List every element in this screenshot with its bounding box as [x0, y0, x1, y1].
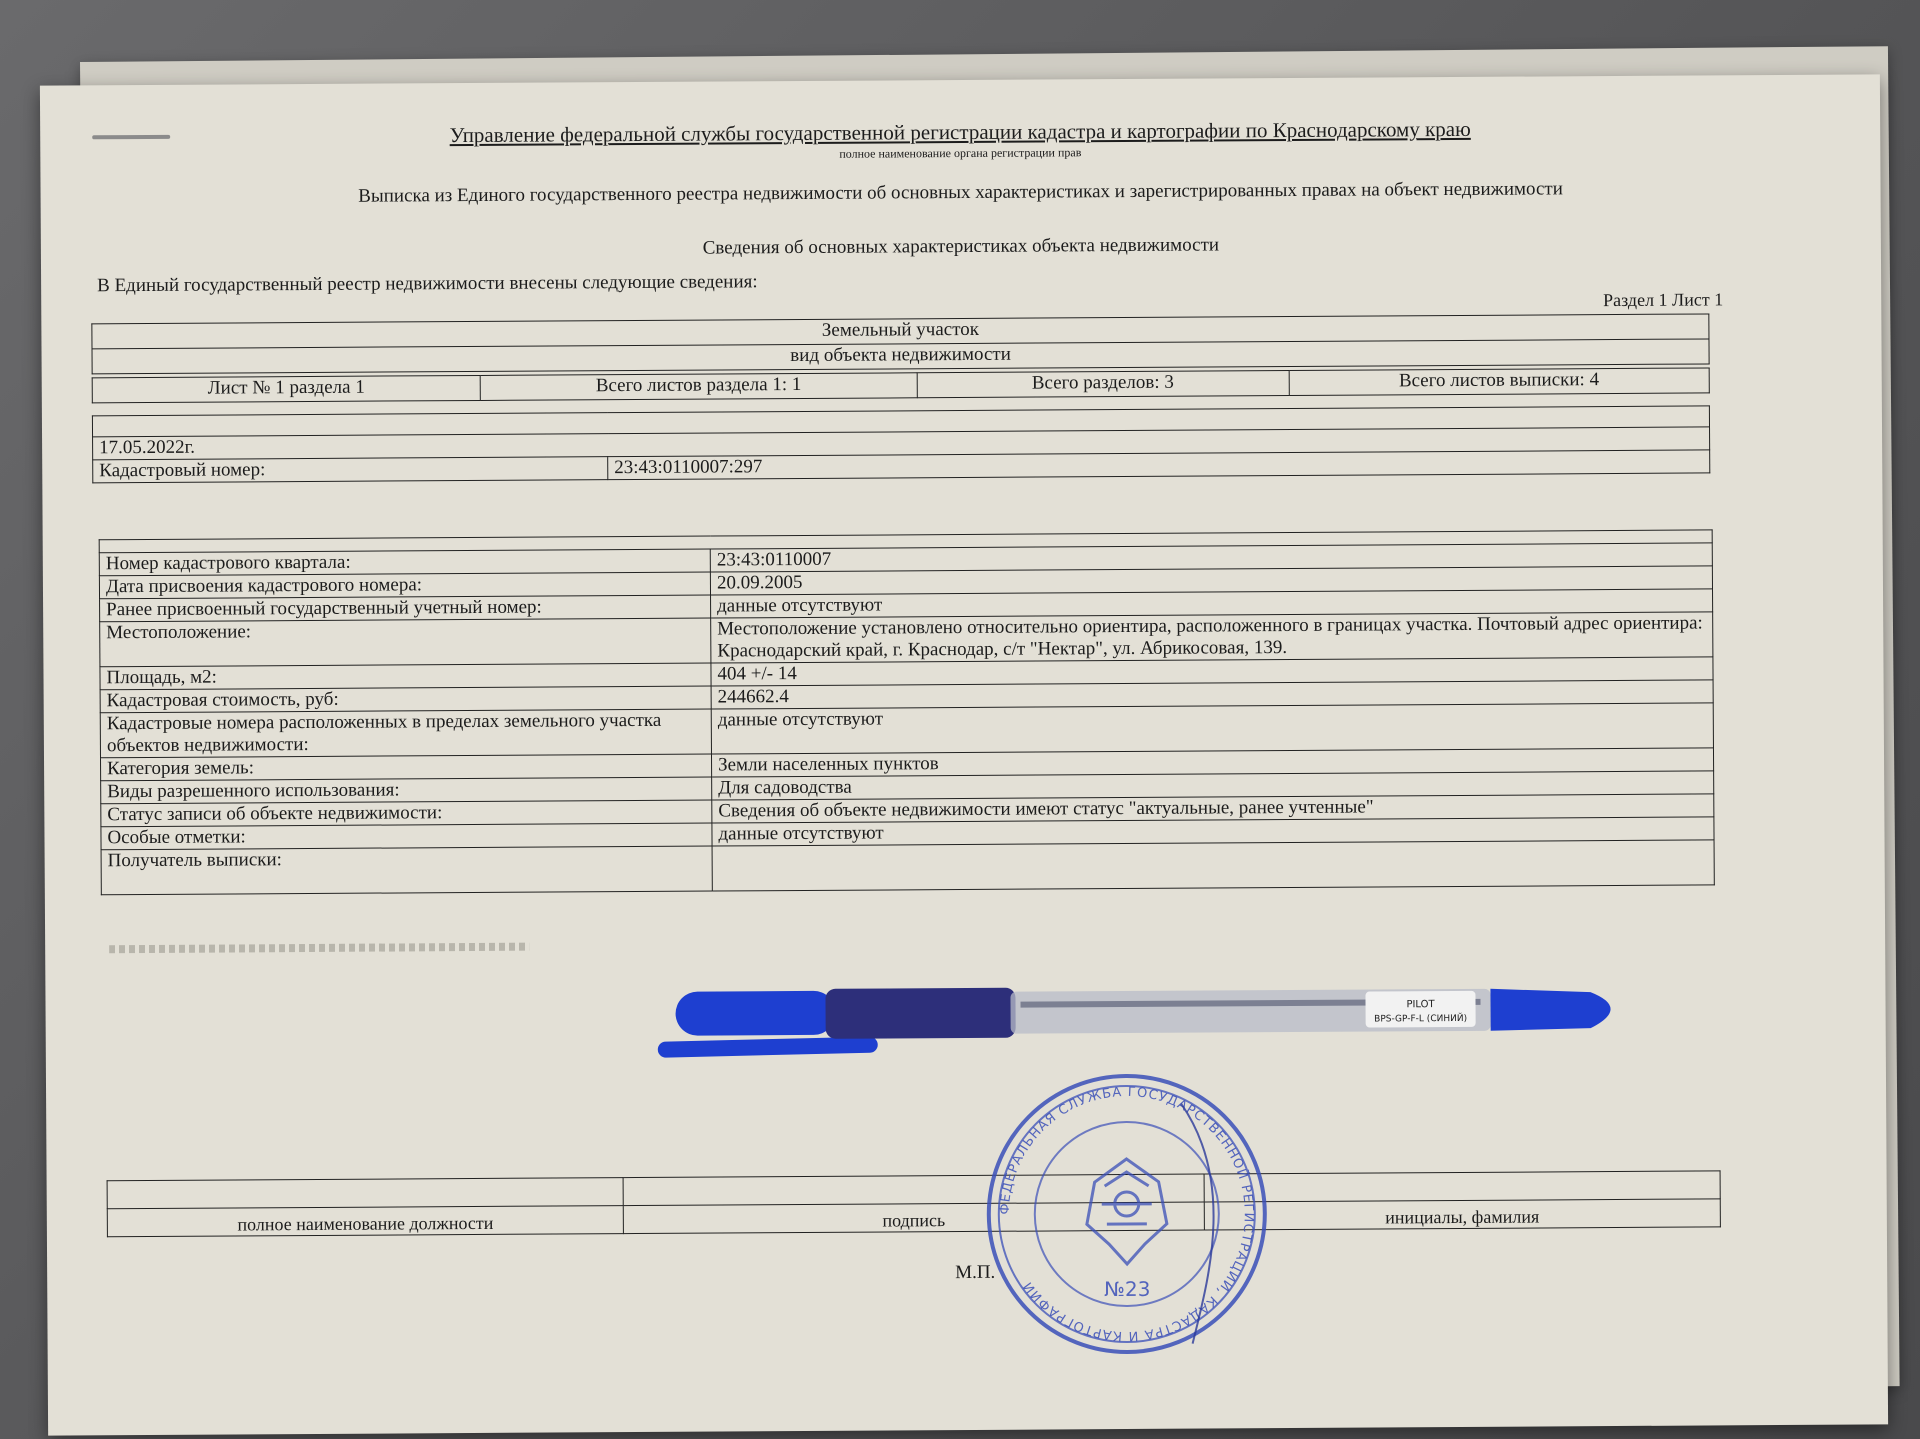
registration-office-caption: полное наименование органа регистрации прав	[839, 145, 1082, 161]
row-label: Дата присвоения кадастрового номера:	[99, 572, 710, 599]
row-value: данные отсутствуют	[711, 703, 1713, 754]
section-sheet-info: Раздел 1 Лист 1	[1603, 289, 1724, 311]
row-label: Кадастровые номера расположенных в пределах земельного участка объектов недвижимости:	[100, 709, 711, 758]
stamp-number: №23	[1104, 1276, 1151, 1302]
object-type-table	[91, 313, 1709, 374]
row-value: Сведения об объекте недвижимости имеют статус "актуальные, ранее учтенные"	[712, 794, 1714, 823]
row-label: Виды разрешенного использования:	[101, 777, 712, 804]
total-sections: Всего разделов: 3	[917, 371, 1289, 398]
stamp-ring-text: ФЕДЕРАЛЬНАЯ СЛУЖБА ГОСУДАРСТВЕННОЙ РЕГИСТРАЦИИ, КАДАСТРА И КАРТОГРАФИИ	[997, 1084, 1256, 1344]
row-label: Ранее присвоенный государственный учетный номер:	[100, 595, 711, 622]
row-value: 23:43:0110007	[710, 543, 1712, 572]
row-value: Для садоводства	[712, 771, 1714, 800]
row-value	[712, 840, 1714, 891]
row-label: Площадь, м2:	[100, 663, 711, 690]
name-caption: инициалы, фамилия	[1204, 1199, 1720, 1230]
cadastral-number-label: Кадастровый номер:	[93, 457, 608, 483]
row-label: Кадастровая стоимость, руб:	[100, 686, 711, 713]
intro-text: В Единый государственный реестр недвижимости внесены следующие сведения:	[97, 271, 758, 297]
object-type-caption: вид объекта недвижимости	[92, 339, 1709, 374]
pen-brand: PILOT	[1406, 999, 1435, 1011]
document-title: Выписка из Единого государственного реестра недвижимости об основных характеристиках и зарегистрированных правах на объект недвижимости	[358, 178, 1563, 207]
row-value: 244662.4	[711, 680, 1713, 709]
position-caption: полное наименование должности	[107, 1206, 623, 1237]
section-title: Сведения об основных характеристиках объекта недвижимости	[702, 234, 1220, 259]
row-value: данные отсутствуют	[712, 817, 1714, 846]
row-label: Категория земель:	[101, 754, 712, 781]
ballpoint-pen	[655, 958, 1646, 1084]
row-value: Местоположение установлено относительно ориентира, расположенного в границах участка. Почтовый адрес ориентира: Краснодарский край, г. Краснодар, с/т "Нектар", ул. Абрикосовая, 139.	[711, 612, 1713, 663]
registration-office: Управление федеральной службы государственной регистрации кадастра и картографии по Краснодарскому краю	[449, 116, 1471, 148]
total-section-sheets: Всего листов раздела 1: 1	[480, 373, 917, 401]
row-label: Получатель выписки:	[101, 846, 712, 895]
pen-label: BPS-GP-F-L (СИНИЙ)	[1374, 1013, 1468, 1025]
cadastral-number-value: 23:43:0110007:297	[608, 450, 1710, 480]
row-label: Статус записи об объекте недвижимости:	[101, 800, 712, 827]
svg-text:ФЕДЕРАЛЬНАЯ СЛУЖБА ГОСУДАРСТВЕ	[997, 1084, 1257, 1344]
row-label: Номер кадастрового квартала:	[99, 549, 710, 576]
document-page	[40, 74, 1888, 1435]
blurred-text	[109, 943, 529, 954]
identity-table	[92, 405, 1710, 483]
official-stamp	[976, 1063, 1278, 1365]
characteristics-table	[99, 529, 1715, 895]
row-value: 20.09.2005	[710, 566, 1712, 595]
row-value: Земли населенных пунктов	[711, 748, 1713, 777]
table-row	[101, 840, 1714, 895]
row-value: 404 +/- 14	[711, 657, 1713, 686]
row-label: Местоположение:	[100, 618, 711, 667]
total-extract-sheets: Всего листов выписки: 4	[1289, 368, 1710, 396]
sheet-number: Лист № 1 раздела 1	[92, 375, 480, 402]
signature-table	[107, 1170, 1721, 1237]
object-type: Земельный участок	[92, 314, 1709, 349]
row-value: данные отсутствуют	[711, 589, 1713, 618]
seal-caption: М.П.	[955, 1261, 996, 1284]
row-label: Особые отметки:	[101, 823, 712, 850]
extract-date: 17.05.2022г.	[93, 427, 1710, 460]
emblem-icon	[1086, 1159, 1167, 1264]
signature-caption: подпись	[623, 1202, 1204, 1234]
